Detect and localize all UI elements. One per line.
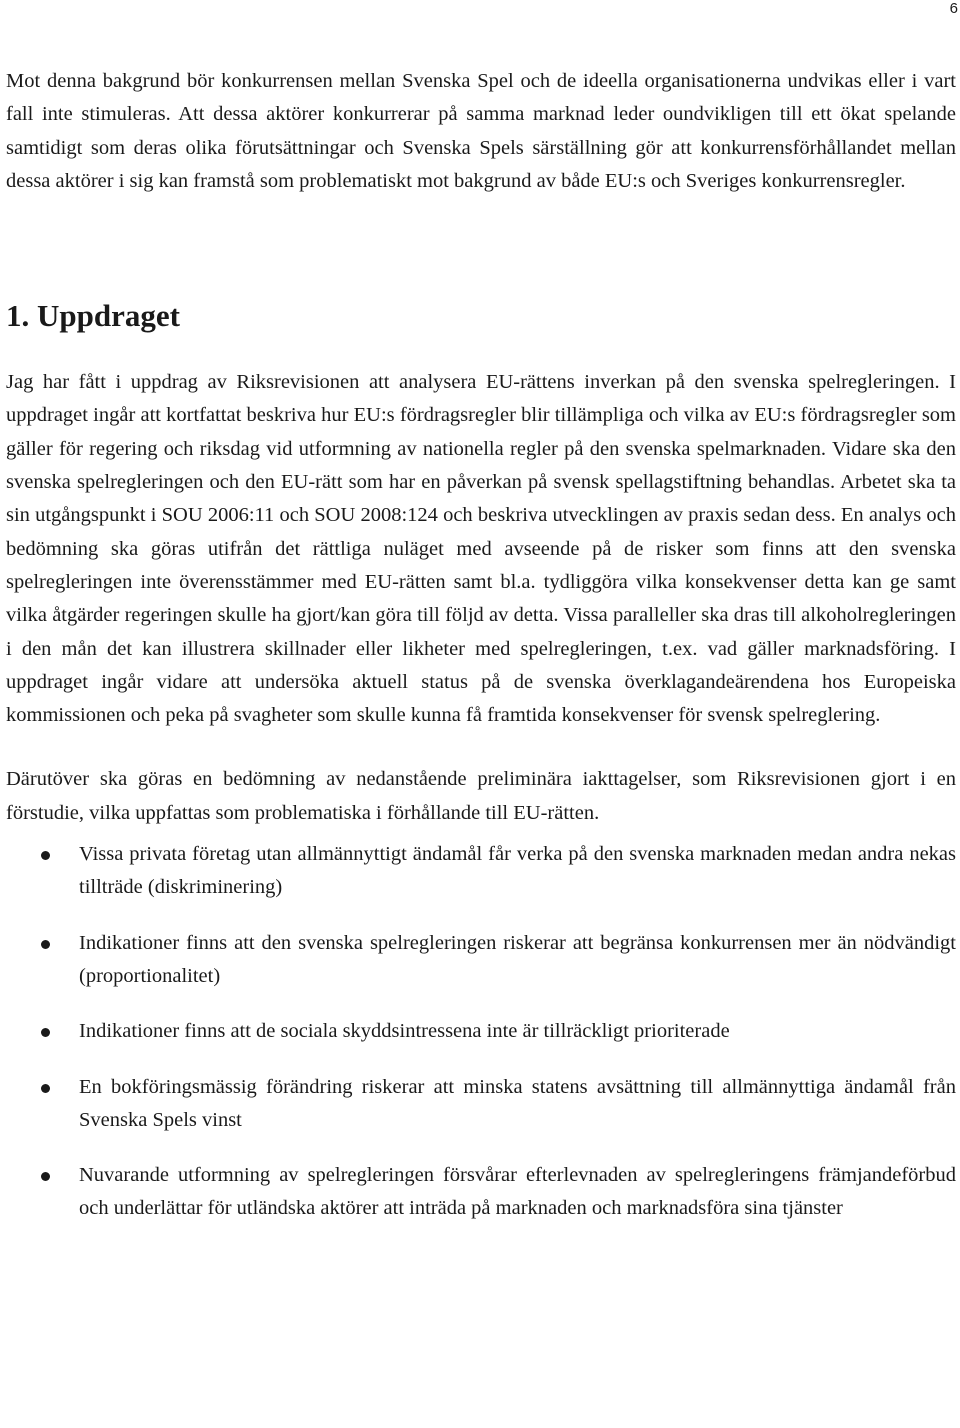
bullet-icon <box>41 940 50 949</box>
list-item <box>6 1159 956 1226</box>
list-item <box>6 1071 956 1138</box>
list-item-text: Nuvarande utformning av spelregleringen försvårar efterlevnaden av spelregleringens främjandeförbud och underlättar för utländska aktörer att inträda på marknaden och marknadsföra sina tjänster <box>79 1164 956 1220</box>
list-item-text: Indikationer finns att den svenska spelregleringen riskerar att begränsa konkurrensen mer än nödvändigt (proportionalitet) <box>79 931 956 987</box>
page-number: 6 <box>949 0 958 17</box>
assignment-paragraph: Jag har fått i uppdrag av Riksrevisionen att analysera EU-rättens inverkan på den svenska spelregleringen. I uppdraget ingår att kortfattat beskriva hur EU:s fördragsregler blir tillämpliga och vilka av EU:s fördragsregler som gäller för regering och riksdag vid utformning av nationella regler på den svenska spelmarknaden. Vidare ska den svenska spelregleringen och den EU-rätt som har en påverkan på svensk spellagstiftning behandlas. Arbetet ska ta sin utgångspunkt i SOU 2006:11 och SOU 2008:124 och beskriva utvecklingen av praxis sedan dess. En analys och bedömning ska göras utifrån det rättliga nuläget med avseende på de risker som finns att den svenska spelregleringen inte överensstämmer med EU-rätten samt bl.a. tydliggöra vilka konsekvenser detta kan ge samt vilka åtgärder regeringen skulle ha gjort/kan göra till följd av detta. Vissa paralleller ska dras till alkoholregleringen i den mån det kan illustrera skillnader eller likheter med spelregleringen, t.ex. vad gäller marknadsföring. I uppdraget ingår vidare att undersöka aktuell status på de svenska överklagandeärendena hos Europeiska kommissionen och peka på svagheter som skulle kunna få framtida konsekvenser för svensk spelreglering. <box>6 371 956 727</box>
bullet-icon <box>41 1028 50 1037</box>
list-item-text: Vissa privata företag utan allmännyttigt ändamål får verka på den svenska marknaden medan andra nekas tillträde (diskriminering) <box>79 843 956 899</box>
observations-list <box>6 838 956 1226</box>
bullet-icon <box>41 851 50 860</box>
list-item <box>6 927 956 994</box>
bullet-icon <box>41 1084 50 1093</box>
section-heading: 1. Uppdraget <box>6 298 180 334</box>
list-item-text: Indikationer finns att de sociala skyddsintressena inte är tillräckligt prioriterade <box>79 1020 730 1043</box>
bullet-icon <box>41 1172 50 1181</box>
list-item <box>6 838 956 905</box>
observations-intro-paragraph: Därutöver ska göras en bedömning av nedanstående preliminära iakttagelser, som Riksrevisionen gjort i en förstudie, vilka uppfattas som problematiska i förhållande till EU-rätten. <box>6 768 956 824</box>
list-item-text: En bokföringsmässig förändring riskerar att minska statens avsättning till allmännyttiga ändamål från Svenska Spels vinst <box>79 1075 956 1131</box>
list-item <box>6 1015 956 1048</box>
document-body <box>6 65 956 1248</box>
intro-paragraph: Mot denna bakgrund bör konkurrensen mellan Svenska Spel och de ideella organisationerna undvikas eller i vart fall inte stimuleras. Att dessa aktörer konkurrerar på samma marknad leder oundvikligen till ett ökat spelande samtidigt som deras olika förutsättningar och Svenska Spels särställning gör att konkurrensförhållandet mellan dessa aktörer i sig kan framstå som problematiskt mot bakgrund av både EU:s och Sveriges konkurrensregler. <box>6 70 956 192</box>
